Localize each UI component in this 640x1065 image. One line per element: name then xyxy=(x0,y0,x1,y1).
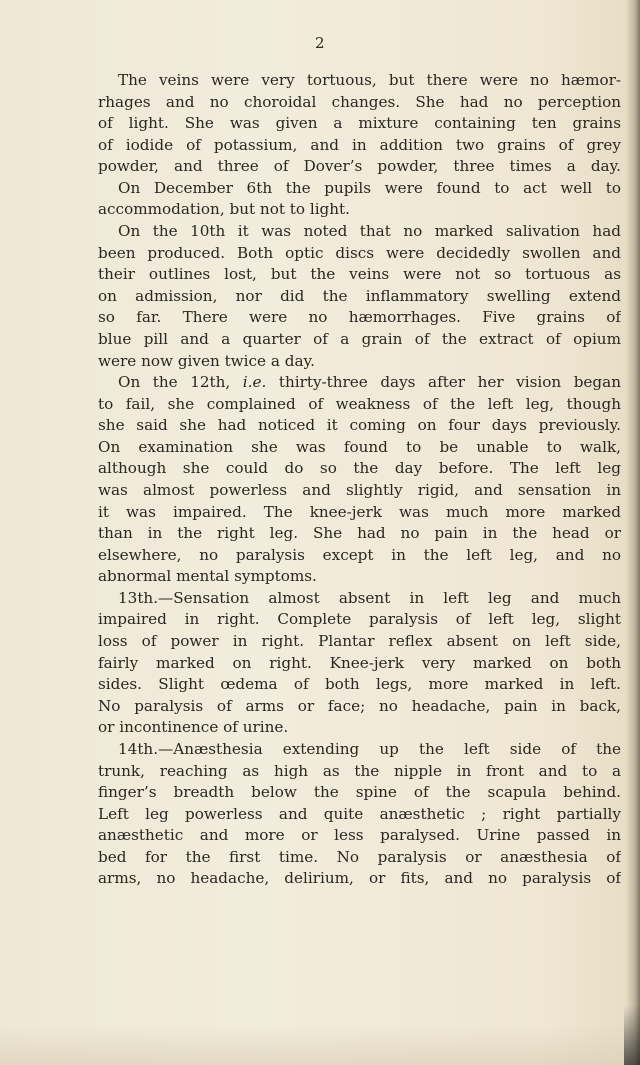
text-line: accommodation, but not to light. xyxy=(98,200,350,219)
text-line: arms, no headache, delirium, or fits, and no paralysis of xyxy=(98,869,621,888)
text-line: fairly marked on right. Knee-jerk very marked on both xyxy=(98,653,621,672)
text-line: of light. She was given a mixture containing ten grains xyxy=(98,114,621,133)
text-line: were now given twice a day. xyxy=(98,351,315,370)
text-line: bed for the first time. No paralysis or anæsthesia of xyxy=(98,847,621,866)
text-line: 13th.—Sensation almost absent in left leg and much xyxy=(118,588,621,607)
text-line: 14th.—Anæsthesia extending up the left side of the xyxy=(118,739,621,758)
text-line: been produced. Both optic discs were decidedly swollen and xyxy=(98,243,621,262)
text-line: On the 10th it was noted that no marked salivation had xyxy=(118,222,621,241)
text-line: rhages and no choroidal changes. She had no perception xyxy=(98,92,621,111)
italic-abbreviation: i.e. xyxy=(242,373,267,392)
text-line: The veins were very tortuous, but there were no hæmor- xyxy=(118,71,621,89)
text-line: On December 6th the pupils were found to act well to xyxy=(118,178,621,197)
text-line: powder, and three of Dover’s powder, three times a day. xyxy=(98,157,621,176)
body-text xyxy=(98,70,621,890)
text-line: their outlines lost, but the veins were not so tortuous as xyxy=(98,265,621,284)
text-line: abnormal mental symptoms. xyxy=(98,567,317,586)
page-bottom-shading xyxy=(0,1025,640,1065)
text-line: loss of power in right. Plantar reflex absent on left side, xyxy=(98,632,621,651)
text-line: Left leg powerless and quite anæsthetic ; right partially xyxy=(98,804,621,823)
text-line: anæsthetic and more or less paralysed. Urine passed in xyxy=(98,826,621,845)
corner-shadow xyxy=(624,1005,640,1065)
text-line: impaired in right. Complete paralysis of left leg, slight xyxy=(98,610,621,629)
text-line: than in the right leg. She had no pain in the head or xyxy=(98,524,621,543)
page-number: 2 xyxy=(314,34,326,52)
text-line: or incontinence of urine. xyxy=(98,718,289,737)
text-line: blue pill and a quarter of a grain of the extract of opium xyxy=(98,329,621,348)
text-line: On the 12th, i.e. thirty-three days after her vision began xyxy=(118,373,621,392)
text-line: No paralysis of arms or face; no headache, pain in back, xyxy=(98,696,621,715)
text-line: was almost powerless and slightly rigid, and sensation in xyxy=(98,480,621,499)
text-line: although she could do so the day before. The left leg xyxy=(98,459,621,478)
text-line: of iodide of potassium, and in addition two grains of grey xyxy=(98,135,621,154)
page-edge-shadow xyxy=(626,0,640,1065)
text-line: elsewhere, no paralysis except in the left leg, and no xyxy=(98,545,621,564)
text-line: she said she had noticed it coming on four days previously. xyxy=(98,416,621,435)
text-line: trunk, reaching as high as the nipple in front and to a xyxy=(98,761,621,780)
text-line: to fail, she complained of weakness of the left leg, though xyxy=(98,394,621,413)
text-line: it was impaired. The knee-jerk was much more marked xyxy=(98,502,621,521)
text-line: so far. There were no hæmorrhages. Five grains of xyxy=(98,308,621,327)
text-line: on admission, nor did the inflammatory swelling extend xyxy=(98,286,621,305)
text-line: finger’s breadth below the spine of the scapula behind. xyxy=(98,783,621,802)
text-line: On examination she was found to be unable to walk, xyxy=(98,437,621,456)
text-line: sides. Slight œdema of both legs, more marked in left. xyxy=(98,675,621,694)
